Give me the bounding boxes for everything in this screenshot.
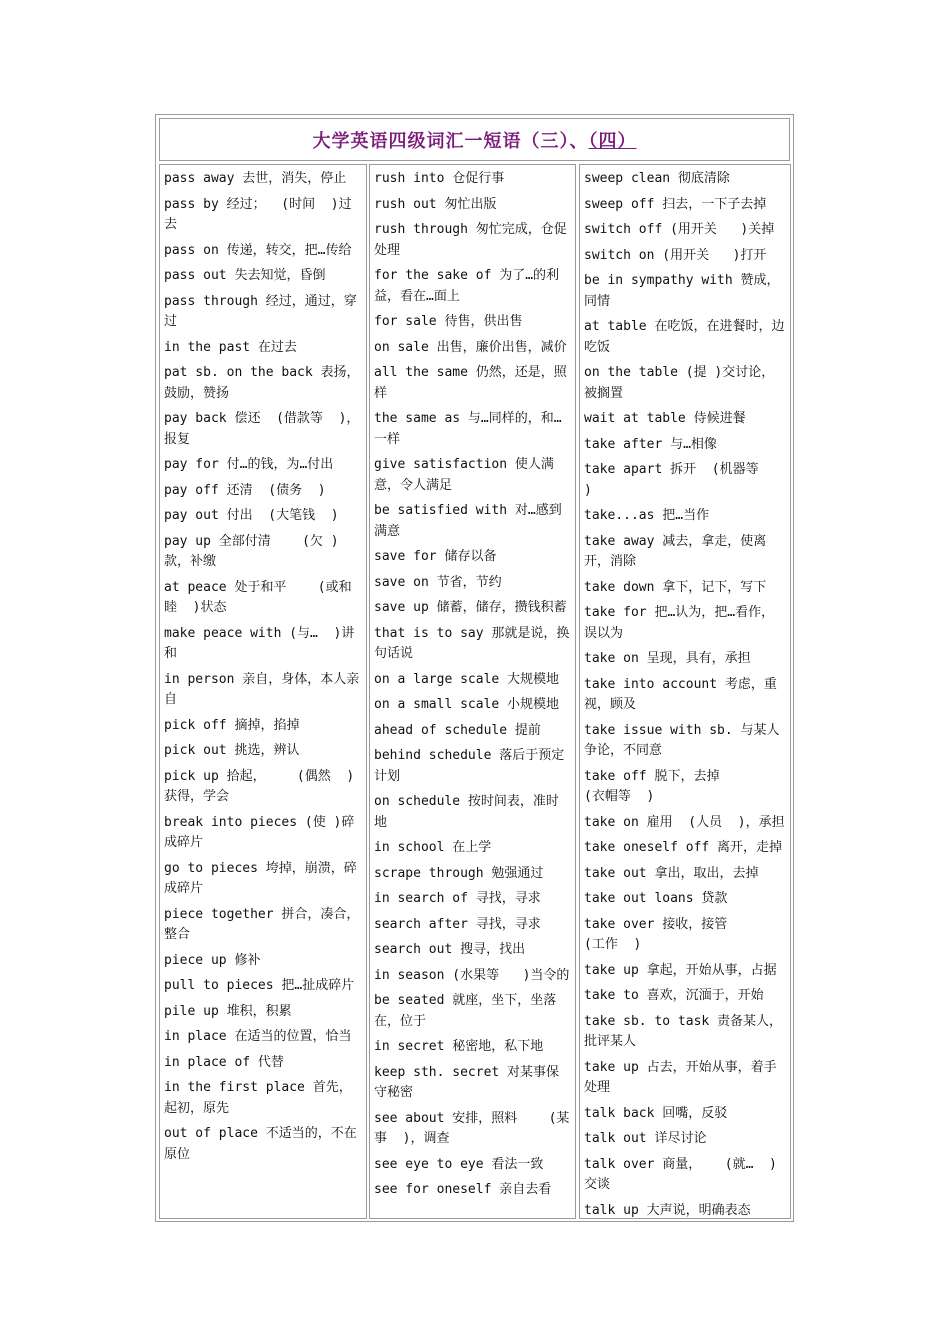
phrase-entry: scrape through 勉强通过 [374, 865, 544, 881]
phrase-entry: take to 喜欢，沉湎于，开始 [584, 988, 764, 1003]
phrase-entry: ahead of schedule 提前 [374, 722, 541, 738]
phrase-entry: be seated 就座，坐下，坐落在，位于 [374, 993, 557, 1029]
phrase-entry: take up 占去，开始从事，着手处理 [584, 1059, 777, 1095]
phrase-entry: in place 在适当的位置，恰当 [164, 1029, 352, 1044]
phrase-entry: pat sb. on the back 表扬，鼓励，赞扬 [164, 365, 360, 401]
phrase-entry: take out 拿出，取出，去掉 [584, 865, 759, 881]
phrase-entry: in place of 代替 [164, 1054, 284, 1070]
phrase-entry: for the sake of 为了…的利益，看在…面上 [374, 268, 560, 304]
phrase-entry: pick up 拾起， (偶然 )获得，学会 [164, 768, 355, 804]
phrase-entry: take into account 考虑，重视，顾及 [584, 676, 777, 712]
phrase-entry: save on 节省，节约 [374, 574, 502, 590]
phrase-entry: in season (水果等 )当令的 [374, 967, 570, 983]
phrase-entry: piece up 修补 [164, 952, 261, 968]
phrase-entry: pass by 经过； (时间 )过去 [164, 196, 352, 232]
phrase-entry: see about 安排，照料 (某事 )，调查 [374, 1110, 570, 1146]
phrase-entry: the same as 与…同样的，和…一样 [374, 411, 562, 447]
phrase-entry: break into pieces (使 )碎成碎片 [164, 814, 355, 850]
phrase-column-3 [579, 164, 791, 1219]
phrase-entry: sweep off 扫去，一下子去掉 [584, 196, 767, 212]
phrase-entry: pick out 挑选，辨认 [164, 743, 300, 758]
phrase-entry: pay off 还清 (债务 ) [164, 482, 326, 498]
phrase-entry: that is to say 那就是说，换句话说 [374, 625, 570, 661]
phrase-entry: pick off 摘掉，掐掉 [164, 717, 300, 733]
title-separator: 、 [569, 130, 589, 152]
phrase-entry: pass out 失去知觉，昏倒 [164, 268, 326, 283]
phrase-entry: rush into 仓促行事 [374, 171, 505, 186]
phrase-entry: save for 储存以备 [374, 549, 497, 564]
phrase-entry: on a small scale 小规模地 [374, 697, 560, 712]
phrase-entry: pay up 全部付清 (欠 )款，补缴 [164, 533, 339, 569]
phrase-entry: take out loans 贷款 [584, 891, 728, 906]
phrase-entry: rush out 匆忙出版 [374, 196, 497, 212]
phrase-entry: search out 搜寻，找出 [374, 942, 526, 957]
phrase-entry: in secret 秘密地，私下地 [374, 1039, 544, 1054]
phrase-entry: give satisfaction 使人满意，令人满足 [374, 457, 554, 493]
phrase-entry: on sale 出售，廉价出售，减价 [374, 339, 567, 355]
phrase-entry: talk up 大声说，明确表态 [584, 1202, 751, 1218]
vocabulary-table [155, 114, 794, 1222]
phrase-entry: take issue with sb. 与某人争论，不同意 [584, 722, 780, 758]
phrase-entry: see eye to eye 看法一致 [374, 1156, 544, 1172]
phrase-entry: take oneself off 离开，走掉 [584, 840, 783, 855]
phrase-entry: talk out 详尽讨论 [584, 1131, 707, 1146]
phrase-entry: make peace with (与… )讲和 [164, 625, 355, 661]
phrase-entry: pass away 去世，消失，停止 [164, 171, 347, 186]
phrase-entry: see for oneself 亲自去看 [374, 1182, 552, 1197]
phrase-entry: in the first place 首先，起初，原先 [164, 1080, 352, 1116]
title-tail: （四） [588, 130, 637, 152]
phrase-entry: take up 拿起，开始从事，占据 [584, 962, 777, 978]
phrase-entry: save up 储蓄，储存，攒钱积蓄 [374, 600, 567, 615]
phrase-column-2 [369, 164, 576, 1219]
phrase-entry: talk back 回嘴，反驳 [584, 1105, 728, 1121]
phrase-entry: wait at table 侍候进餐 [584, 411, 746, 426]
phrase-entry: at peace 处于和平 (或和睦 )状态 [164, 579, 352, 615]
phrase-entry: all the same 仍然，还是，照样 [374, 365, 567, 401]
phrase-entry: be satisfied with 对…感到满意 [374, 503, 562, 539]
phrase-entry: on a large scale 大规模地 [374, 671, 560, 687]
phrase-entry: in the past 在过去 [164, 339, 297, 355]
phrase-entry: sweep clean 彻底清除 [584, 171, 730, 186]
phrase-entry: for sale 待售，供出售 [374, 314, 523, 329]
phrase-entry: take after 与…相像 [584, 436, 717, 452]
phrase-entry: talk over 商量， (就… )交谈 [584, 1156, 777, 1192]
phrase-entry: take away 减去，拿走，使离开，消除 [584, 533, 767, 569]
phrase-entry: take apart 拆开 (机器等 ) [584, 462, 783, 498]
phrase-entry: search after 寻找，寻求 [374, 916, 541, 932]
phrase-entry: in search of 寻找，寻求 [374, 891, 541, 906]
phrase-entry: piece together 拼合，凑合，整合 [164, 906, 360, 942]
phrase-column-1 [159, 164, 367, 1219]
phrase-entry: pay for 付…的钱，为…付出 [164, 457, 334, 472]
phrase-entry: switch on (用开关 )打开 [584, 247, 767, 263]
phrase-entry: in school 在上学 [374, 840, 492, 855]
phrase-entry: be in sympathy with 赞成，同情 [584, 273, 780, 309]
phrase-entry: switch off (用开关 )关掉 [584, 222, 775, 237]
phrase-entry: pull to pieces 把…扯成碎片 [164, 978, 355, 993]
phrase-entry: go to pieces 垮掉，崩溃，碎成碎片 [164, 860, 357, 896]
phrase-entry: behind schedule 落后于预定计划 [374, 748, 565, 784]
page-title [313, 127, 637, 153]
phrase-entry: take on 呈现，具有，承担 [584, 651, 751, 666]
phrase-entry: rush through 匆忙完成，仓促处理 [374, 222, 567, 258]
phrase-entry: take for 把…认为，把…看作，误以为 [584, 605, 775, 641]
phrase-entry: take off 脱下，去掉 (衣帽等 ) [584, 768, 767, 804]
phrase-entry: out of place 不适当的，不在原位 [164, 1126, 357, 1162]
phrase-entry: take sb. to task 责备某人，批评某人 [584, 1013, 783, 1049]
phrase-entry: take...as 把…当作 [584, 508, 710, 523]
phrase-entry: on schedule 按时间表，准时地 [374, 794, 559, 830]
phrase-entry: take down 拿下，记下，写下 [584, 579, 767, 595]
title-cell [159, 118, 790, 161]
phrase-entry: pile up 堆积，积累 [164, 1003, 292, 1019]
title-main: 大学英语四级词汇一短语（三） [312, 130, 570, 152]
phrase-entry: take on 雇用 (人员 )，承担 [584, 814, 785, 830]
phrase-entry: pay back 偿还 (借款等 )，报复 [164, 411, 360, 447]
phrase-entry: in person 亲自，身体，本人亲自 [164, 671, 360, 707]
phrase-entry: at table 在吃饭，在进餐时，边吃饭 [584, 319, 785, 355]
phrase-entry: on the table (提 )交讨论，被搁置 [584, 365, 775, 401]
phrase-entry: pass through 经过，通过，穿过 [164, 293, 357, 329]
phrase-entry: pass on 传递，转交，把…传给 [164, 242, 352, 258]
phrase-entry: keep sth. secret 对某事保守秘密 [374, 1064, 560, 1100]
phrase-entry: take over 接收，接管 (工作 ) [584, 916, 775, 952]
phrase-entry: pay out 付出 (大笔钱 ) [164, 508, 339, 523]
